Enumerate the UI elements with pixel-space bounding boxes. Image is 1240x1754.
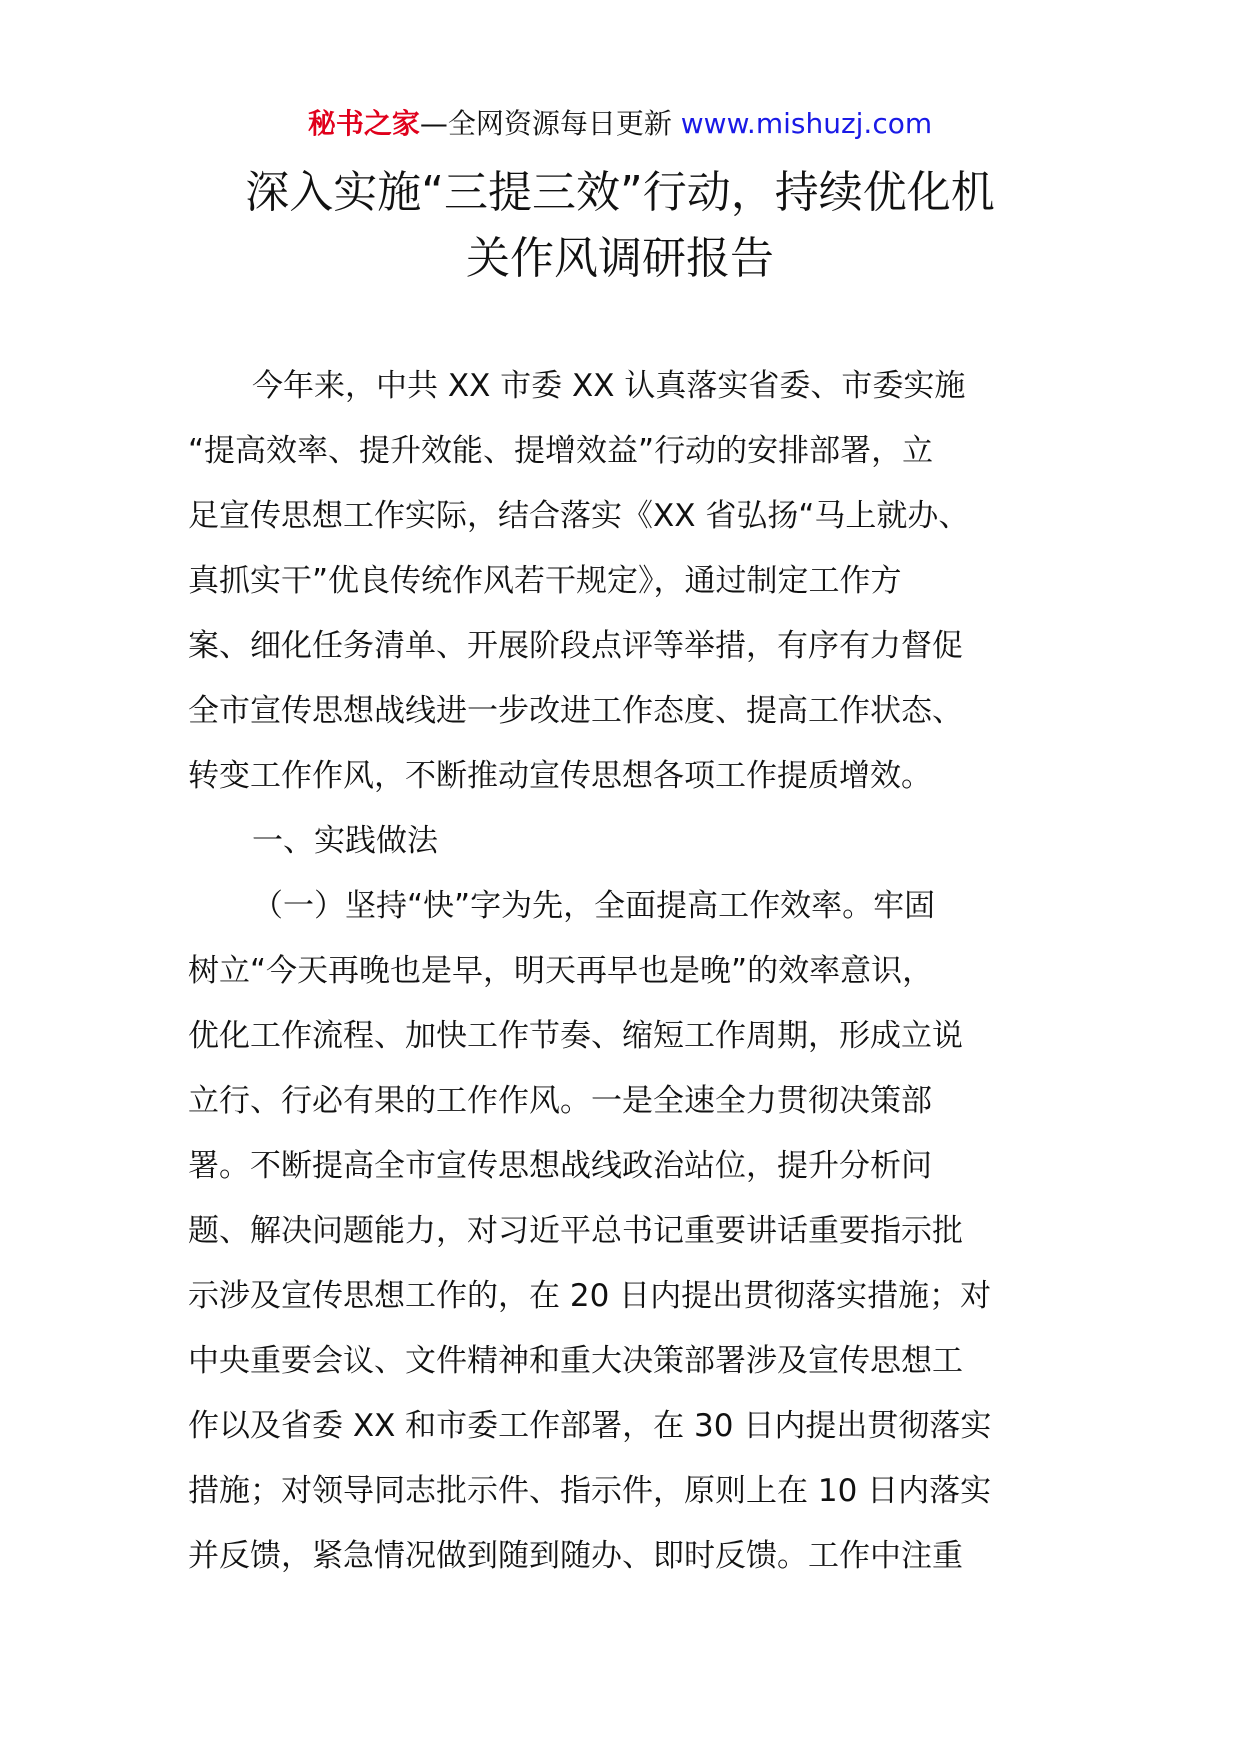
paragraph-line: 今年来，中共 XX 市委 XX 认真落实省委、市委实施 — [252, 368, 966, 404]
paragraph-line: 树立“今天再晚也是早，明天再早也是晚”的效率意识， — [188, 953, 934, 989]
paragraph-line: 作以及省委 XX 和市委工作部署，在 30 日内提出贯彻落实 — [188, 1408, 992, 1444]
title-line-2: 关作风调研报告 — [466, 233, 774, 284]
paragraph-line: 题、解决问题能力，对习近平总书记重要讲话重要指示批 — [188, 1213, 963, 1249]
paragraph-line: 示涉及宣传思想工作的，在 20 日内提出贯彻落实措施；对 — [188, 1278, 992, 1314]
site-header — [0, 102, 1240, 146]
paragraph-line: 案、细化任务清单、开展阶段点评等举措，有序有力督促 — [188, 628, 963, 664]
paragraph-line: 立行、行必有果的工作作风。一是全速全力贯彻决策部 — [188, 1083, 932, 1119]
paragraph-line: 措施；对领导同志批示件、指示件，原则上在 10 日内落实 — [188, 1473, 992, 1509]
brand-name: 秘书之家 — [307, 107, 420, 140]
header-slogan: —全网资源每日更新 — [419, 107, 681, 140]
paragraph-line: 署。不断提高全市宣传思想战线政治站位，提升分析问 — [188, 1148, 932, 1184]
paragraph-line: “提高效率、提升效能、提增效益”行动的安排部署，立 — [188, 433, 934, 469]
paragraph-line: 真抓实干”优良传统作风若干规定》，通过制定工作方 — [188, 563, 902, 599]
website-url: www.mishuzj.com — [680, 107, 933, 140]
paragraph-line: 全市宣传思想战线进一步改进工作态度、提高工作状态、 — [188, 693, 963, 729]
paragraph-line: （一）坚持“快”字为先，全面提高工作效率。牢固 — [252, 888, 936, 924]
paragraph-line: 足宣传思想工作实际，结合落实《XX 省弘扬“马上就办、 — [188, 498, 970, 534]
paragraph-line: 转变工作作风，不断推动宣传思想各项工作提质增效。 — [188, 758, 932, 794]
document-body — [188, 354, 1058, 1589]
title-line-1: 深入实施“三提三效”行动，持续优化机 — [245, 167, 995, 218]
document-title — [0, 160, 1240, 292]
paragraph-line: 优化工作流程、加快工作节奏、缩短工作周期，形成立说 — [188, 1018, 963, 1054]
section-heading: 一、实践做法 — [252, 823, 438, 859]
paragraph-line: 中央重要会议、文件精神和重大决策部署涉及宣传思想工 — [188, 1343, 963, 1379]
paragraph-line: 并反馈，紧急情况做到随到随办、即时反馈。工作中注重 — [188, 1538, 963, 1574]
